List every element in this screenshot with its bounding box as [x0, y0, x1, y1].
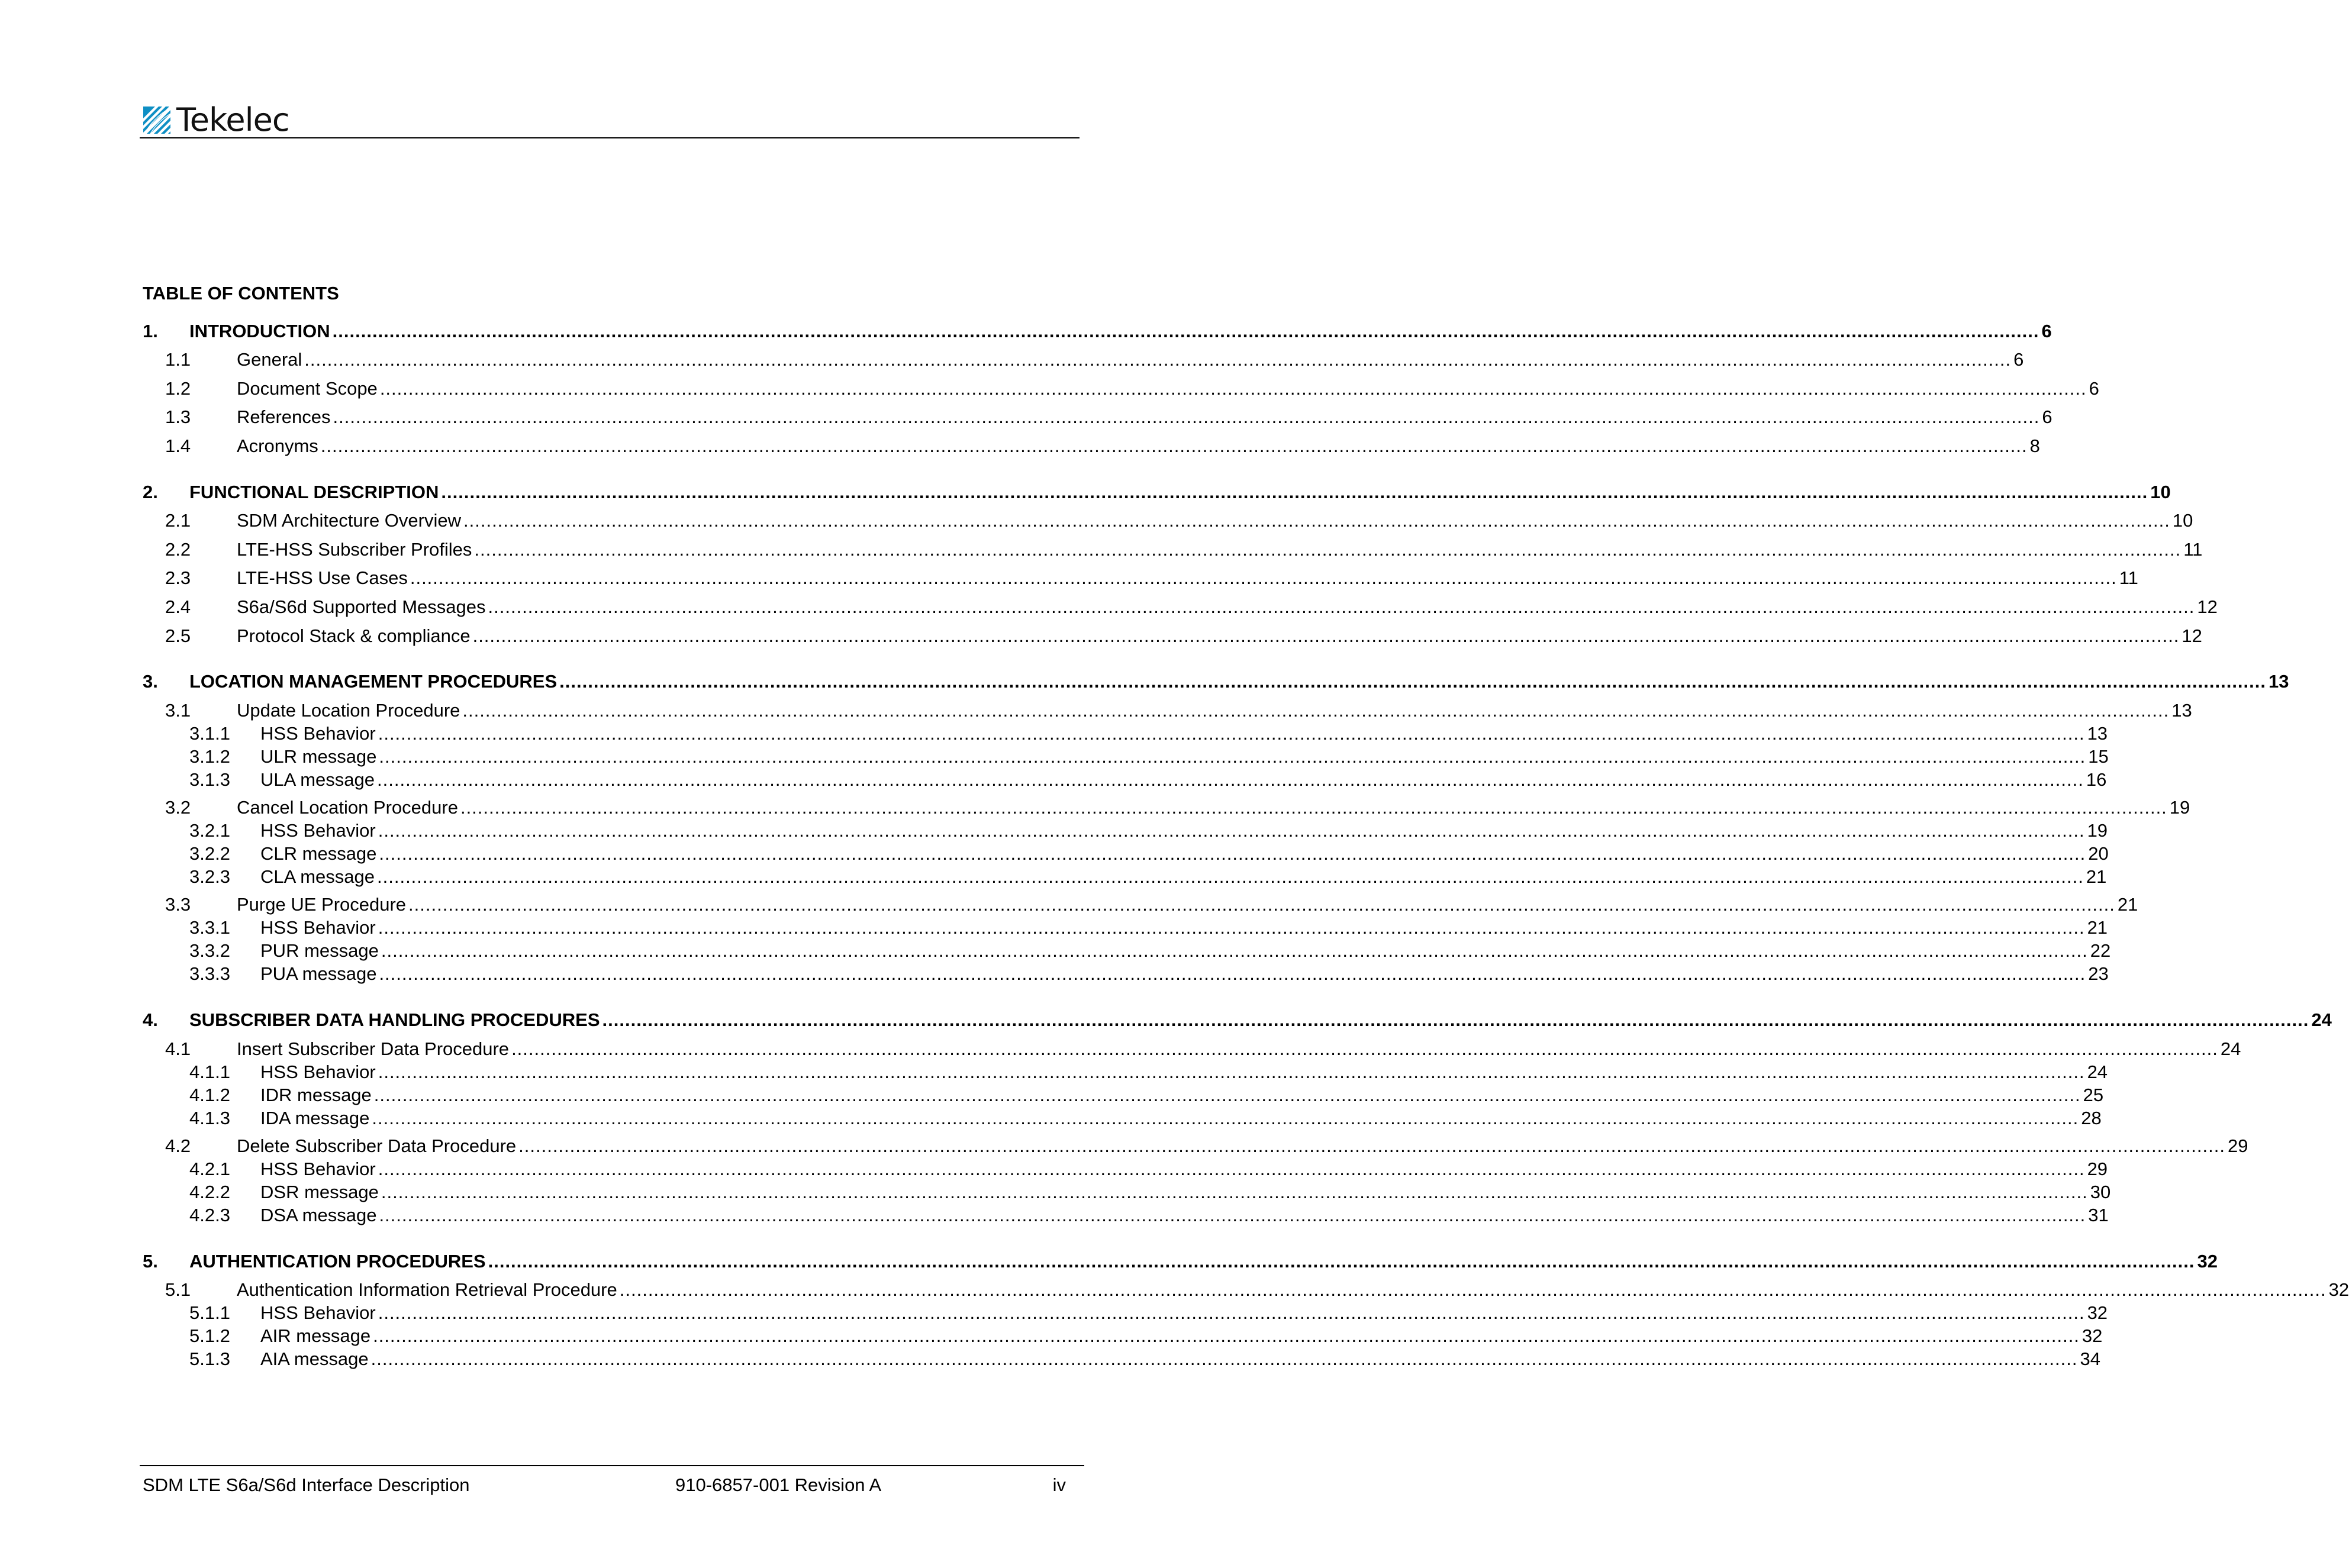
toc-entry-number: 3.1.2 [189, 746, 230, 767]
toc-entry-number: 5.1.3 [189, 1348, 230, 1369]
toc-entry-number: 3.2.2 [189, 843, 230, 864]
toc-dot-leader: ............................................................................................................................................................................................................................................................................................................ [441, 482, 2148, 502]
toc-entry[interactable] [0, 1250, 2218, 1273]
toc-entry[interactable] [0, 1106, 2102, 1130]
footer-page-number: iv [1052, 1475, 1066, 1495]
toc-entry-title: DSR message [260, 1180, 381, 1204]
toc-entry-number: 3.3.2 [189, 940, 230, 961]
toc-dot-leader: ............................................................................................................................................................................................................................................................................................................ [332, 321, 2039, 341]
toc-entry[interactable] [0, 939, 2111, 963]
toc-entry[interactable] [0, 1278, 2349, 1302]
toc-entry[interactable] [0, 434, 2040, 458]
toc-dot-leader: ............................................................................................................................................................................................................................................................................................................ [379, 963, 2086, 984]
toc-entry[interactable] [0, 1347, 2100, 1371]
toc-dot-leader: ............................................................................................................................................................................................................................................................................................................ [559, 671, 2266, 692]
toc-entry-page: 11 [2183, 539, 2203, 560]
toc-entry-page: 12 [2197, 596, 2218, 617]
page-header [140, 102, 1080, 138]
toc-entry-page: 21 [2086, 866, 2107, 887]
toc-entry-page: 19 [2087, 820, 2108, 841]
toc-entry[interactable] [0, 865, 2107, 889]
toc-entry-number: 4.2.2 [189, 1182, 230, 1202]
toc-entry-number: 4.1 [165, 1038, 191, 1059]
toc-entry-number: 2.1 [165, 510, 191, 531]
toc-entry[interactable] [0, 1060, 2108, 1084]
toc-entry[interactable] [0, 819, 2108, 843]
toc-entry-number: 5.1.1 [189, 1302, 230, 1323]
toc-entry-title: HSS Behavior [260, 1060, 378, 1084]
toc-entry-number: 2.4 [165, 596, 191, 617]
toc-entry-page: 34 [2080, 1348, 2100, 1369]
toc-entry-page: 8 [2029, 435, 2040, 456]
toc-entry-title: Cancel Location Procedure [237, 796, 460, 820]
toc-entry[interactable] [0, 1134, 2248, 1158]
toc-dot-leader: ............................................................................................................................................................................................................................................................................................................ [381, 940, 2088, 961]
toc-entry-title: IDR message [260, 1083, 374, 1107]
toc-entry-title: LTE-HSS Use Cases [237, 566, 410, 590]
toc-entry[interactable] [0, 509, 2193, 533]
toc-entry[interactable] [0, 842, 2109, 866]
toc-entry-title: S6a/S6d Supported Messages [237, 595, 488, 619]
toc-entry-page: 29 [2227, 1135, 2248, 1156]
toc-entry-number: 4.2.1 [189, 1159, 230, 1179]
toc-entry-number: 4.1.1 [189, 1062, 230, 1082]
toc-dot-leader: ............................................................................................................................................................................................................................................................................................................ [378, 917, 2085, 938]
toc-entry-page: 13 [2269, 671, 2289, 692]
toc-entry-number: 5.1.2 [189, 1325, 230, 1346]
toc-dot-leader: ............................................................................................................................................................................................................................................................................................................ [378, 1062, 2085, 1082]
toc-entry-number: 3.3 [165, 894, 191, 915]
toc-entry-number: 4. [143, 1009, 158, 1030]
toc-entry[interactable] [0, 962, 2109, 986]
toc-dot-leader: ............................................................................................................................................................................................................................................................................................................ [472, 625, 2180, 646]
toc-entry-number: 1.1 [165, 349, 191, 370]
toc-entry-page: 21 [2087, 917, 2108, 938]
toc-dot-leader: ............................................................................................................................................................................................................................................................................................................ [379, 746, 2086, 767]
toc-entry-title: CLR message [260, 842, 379, 866]
toc-entry-number: 2. [143, 482, 158, 502]
toc-dot-leader: ............................................................................................................................................................................................................................................................................................................ [304, 349, 2012, 370]
toc-entry-title: HSS Behavior [260, 1301, 378, 1325]
toc-dot-leader: ............................................................................................................................................................................................................................................................................................................ [381, 1182, 2088, 1202]
toc-entry[interactable] [0, 566, 2138, 590]
toc-entry[interactable] [0, 377, 2099, 401]
toc-dot-leader: ............................................................................................................................................................................................................................................................................................................ [378, 723, 2085, 744]
toc-entry[interactable] [0, 1008, 2332, 1032]
toc-entry[interactable] [0, 1301, 2108, 1325]
toc-entry-title: CLA message [260, 865, 377, 889]
toc-entry-title: HSS Behavior [260, 722, 378, 746]
toc-entry[interactable] [0, 538, 2203, 562]
toc-entry-title: ULR message [260, 745, 379, 769]
toc-dot-leader: ............................................................................................................................................................................................................................................................................................................ [602, 1009, 2309, 1030]
toc-entry[interactable] [0, 1157, 2108, 1181]
toc-entry-page: 10 [2172, 510, 2193, 531]
toc-dot-leader: ............................................................................................................................................................................................................................................................................................................ [488, 1251, 2195, 1272]
toc-entry-page: 24 [2311, 1009, 2332, 1030]
toc-entry-title: Authentication Information Retrieval Procedure [237, 1278, 620, 1302]
toc-entry-number: 3.1 [165, 700, 191, 721]
toc-entry-title: INTRODUCTION [189, 320, 333, 343]
toc-dot-leader: ............................................................................................................................................................................................................................................................................................................ [511, 1038, 2218, 1059]
toc-entry-page: 6 [2041, 321, 2052, 341]
toc-dot-leader: ............................................................................................................................................................................................................................................................................................................ [378, 1159, 2085, 1179]
toc-entry[interactable] [0, 624, 2202, 648]
logo-wordmark: Tekelec [176, 101, 289, 138]
toc-dot-leader: ............................................................................................................................................................................................................................................................................................................ [378, 1302, 2085, 1323]
toc-entry-page: 10 [2150, 482, 2171, 502]
toc-dot-leader: ............................................................................................................................................................................................................................................................................................................ [518, 1135, 2225, 1156]
toc-entry-title: General [237, 348, 304, 372]
toc-entry-number: 3.1.1 [189, 723, 230, 744]
toc-entry[interactable] [0, 1083, 2104, 1107]
toc-entry[interactable] [0, 893, 2138, 917]
toc-entry-page: 32 [2328, 1279, 2349, 1300]
toc-entry-page: 24 [2087, 1062, 2108, 1082]
toc-entry-title: Update Location Procedure [237, 699, 462, 722]
toc-entry-number: 2.2 [165, 539, 191, 560]
page-footer [140, 1465, 1084, 1495]
toc-entry[interactable] [0, 320, 2052, 343]
toc-entry-page: 20 [2088, 843, 2109, 864]
toc-dot-leader: ............................................................................................................................................................................................................................................................................................................ [378, 820, 2085, 841]
toc-dot-leader: ............................................................................................................................................................................................................................................................................................................ [474, 539, 2182, 560]
toc-entry-number: 1.3 [165, 406, 191, 427]
toc-entry-number: 4.1.3 [189, 1108, 230, 1128]
company-logo [142, 101, 289, 138]
toc-entry-title: Delete Subscriber Data Procedure [237, 1134, 518, 1158]
toc-entry-title: AUTHENTICATION PROCEDURES [189, 1250, 488, 1273]
footer-doc-title: SDM LTE S6a/S6d Interface Description [143, 1475, 470, 1495]
toc-entry[interactable] [0, 745, 2109, 769]
toc-entry-number: 5.1 [165, 1279, 191, 1300]
toc-entry-page: 6 [2042, 406, 2052, 427]
toc-dot-leader: ............................................................................................................................................................................................................................................................................................................ [379, 378, 2087, 399]
toc-entry-title: AIR message [260, 1324, 373, 1348]
toc-entry-number: 3.3.1 [189, 917, 230, 938]
toc-entry-number: 3.2.1 [189, 820, 230, 841]
tekelec-logo-icon [142, 105, 172, 135]
toc-entry-page: 11 [2119, 567, 2138, 588]
toc-entry[interactable] [0, 1037, 2241, 1061]
toc-entry-title: SUBSCRIBER DATA HANDLING PROCEDURES [189, 1008, 602, 1032]
toc-dot-leader: ............................................................................................................................................................................................................................................................................................................ [377, 769, 2084, 790]
toc-entry-number: 2.5 [165, 625, 191, 646]
toc-entry-title: Protocol Stack & compliance [237, 624, 473, 648]
toc-entry-title: References [237, 405, 333, 429]
toc-entry-page: 32 [2087, 1302, 2108, 1323]
toc-entry[interactable] [0, 595, 2218, 619]
toc-entry-title: DSA message [260, 1204, 379, 1227]
toc-entry-page: 24 [2220, 1038, 2241, 1059]
toc-entry-title: HSS Behavior [260, 916, 378, 940]
toc-entry[interactable] [0, 796, 2190, 820]
toc-entry-number: 3.3.3 [189, 963, 230, 984]
toc-entry-page: 19 [2169, 797, 2190, 818]
toc-dot-leader: ............................................................................................................................................................................................................................................................................................................ [463, 510, 2170, 531]
toc-entry-page: 22 [2090, 940, 2111, 961]
toc-dot-leader: ............................................................................................................................................................................................................................................................................................................ [372, 1108, 2079, 1128]
toc-entry[interactable] [0, 1204, 2109, 1227]
toc-entry-page: 29 [2087, 1159, 2108, 1179]
toc-entry-page: 32 [2197, 1251, 2218, 1272]
toc-entry-title: FUNCTIONAL DESCRIPTION [189, 480, 441, 504]
toc-entry-title: HSS Behavior [260, 819, 378, 843]
toc-entry-page: 23 [2088, 963, 2109, 984]
toc-entry-title: SDM Architecture Overview [237, 509, 463, 533]
toc-entry-title: PUA message [260, 962, 379, 986]
toc-title: TABLE OF CONTENTS [143, 283, 339, 304]
toc-entry[interactable] [0, 405, 2052, 429]
toc-dot-leader: ............................................................................................................................................................................................................................................................................................................ [460, 797, 2167, 818]
toc-entry-number: 4.1.2 [189, 1085, 230, 1105]
toc-entry-page: 12 [2182, 625, 2202, 646]
toc-entry[interactable] [0, 480, 2171, 504]
toc-entry[interactable] [0, 699, 2192, 722]
toc-entry-number: 4.2.3 [189, 1205, 230, 1225]
toc-dot-leader: ............................................................................................................................................................................................................................................................................................................ [373, 1085, 2081, 1105]
toc-entry-number: 3.2 [165, 797, 191, 818]
toc-entry-number: 3. [143, 671, 158, 692]
toc-entry-title: AIA message [260, 1347, 371, 1371]
toc-entry-number: 4.2 [165, 1135, 191, 1156]
toc-dot-leader: ............................................................................................................................................................................................................................................................................................................ [379, 1205, 2086, 1225]
toc-entry[interactable] [0, 1324, 2103, 1348]
toc-entry-number: 1.2 [165, 378, 191, 399]
toc-entry-page: 30 [2090, 1182, 2111, 1202]
toc-entry[interactable] [0, 768, 2107, 792]
toc-entry-title: LOCATION MANAGEMENT PROCEDURES [189, 670, 559, 693]
toc-entry-page: 31 [2088, 1205, 2109, 1225]
toc-entry-page: 6 [2089, 378, 2099, 399]
toc-entry-title: IDA message [260, 1106, 372, 1130]
toc-entry[interactable] [0, 670, 2289, 693]
toc-dot-leader: ............................................................................................................................................................................................................................................................................................................ [333, 406, 2040, 427]
toc-dot-leader: ............................................................................................................................................................................................................................................................................................................ [379, 843, 2086, 864]
toc-entry-number: 3.1.3 [189, 769, 230, 790]
toc-entry-number: 2.3 [165, 567, 191, 588]
toc-dot-leader: ............................................................................................................................................................................................................................................................................................................ [320, 435, 2028, 456]
toc-entry-page: 28 [2081, 1108, 2102, 1128]
toc-entry-page: 21 [2117, 894, 2138, 915]
toc-dot-leader: ............................................................................................................................................................................................................................................................................................................ [377, 866, 2084, 887]
toc-dot-leader: ............................................................................................................................................................................................................................................................................................................ [373, 1325, 2080, 1346]
toc-entry-number: 1. [143, 321, 158, 341]
toc-entry-title: Insert Subscriber Data Procedure [237, 1037, 511, 1061]
toc-entry-page: 16 [2086, 769, 2107, 790]
toc-dot-leader: ............................................................................................................................................................................................................................................................................................................ [370, 1348, 2078, 1369]
toc-entry[interactable] [0, 1180, 2111, 1204]
toc-entry-title: LTE-HSS Subscriber Profiles [237, 538, 474, 562]
toc-entry-page: 32 [2081, 1325, 2103, 1346]
toc-entry[interactable] [0, 722, 2108, 746]
toc-entry-title: HSS Behavior [260, 1157, 378, 1181]
toc-entry-page: 13 [2087, 723, 2108, 744]
toc-dot-leader: ............................................................................................................................................................................................................................................................................................................ [488, 596, 2195, 617]
footer-doc-number: 910-6857-001 Revision A [675, 1475, 882, 1495]
toc-entry-page: 25 [2083, 1085, 2104, 1105]
toc-entry-number: 3.2.3 [189, 866, 230, 887]
toc-entry-title: Acronyms [237, 434, 321, 458]
toc-entry-page: 15 [2088, 746, 2109, 767]
toc-entry-number: 5. [143, 1251, 158, 1272]
toc-entry-number: 1.4 [165, 435, 191, 456]
toc-dot-leader: ............................................................................................................................................................................................................................................................................................................ [408, 894, 2115, 915]
toc-dot-leader: ............................................................................................................................................................................................................................................................................................................ [619, 1279, 2327, 1300]
toc-entry-page: 13 [2171, 700, 2192, 721]
toc-dot-leader: ............................................................................................................................................................................................................................................................................................................ [462, 700, 2170, 721]
toc-entry-title: Document Scope [237, 377, 380, 401]
toc-dot-leader: ............................................................................................................................................................................................................................................................................................................ [410, 567, 2117, 588]
toc-entry[interactable] [0, 916, 2108, 940]
toc-entry-title: Purge UE Procedure [237, 893, 408, 917]
toc-entry[interactable] [0, 348, 2024, 372]
toc-entry-title: PUR message [260, 939, 381, 963]
toc-entry-title: ULA message [260, 768, 377, 792]
toc-entry-page: 6 [2013, 349, 2024, 370]
